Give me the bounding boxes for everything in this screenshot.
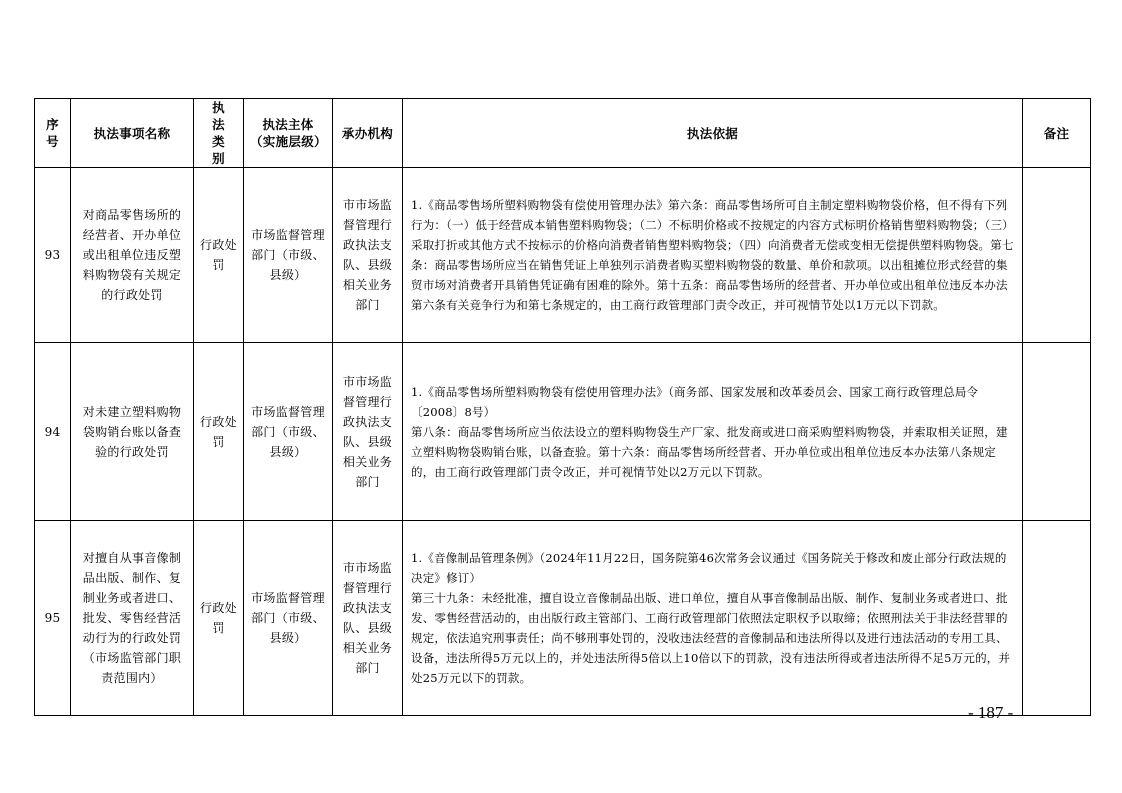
row-category: 行政处罚 — [194, 521, 244, 716]
row-category: 行政处罚 — [194, 343, 244, 521]
header-serial: 序号 — [35, 99, 71, 168]
row-organization: 市市场监督管理行政执法支队、县级相关业务部门 — [333, 521, 403, 716]
basis-paragraph: 1.《商品零售场所塑料购物袋有偿使用管理办法》第六条：商品零售场所可自主制定塑料购物袋价格，但不得有下列行为：（一）低于经营成本销售塑料购物袋；（二）不标明价格或不按规定的内容方式标明价格销售塑料购物袋；（三）采取打折或其他方式不按标示的价格向消费者销售塑料购物袋；（四）向消费者无偿或变相无偿提供塑料购物袋。第七条：商品零售场所应当在销售凭证上单独列示消费者购买塑料购物袋的数量、单价和款项。以出租摊位形式经营的集贸市场对消费者开具销售凭证确有困难的除外。第十五条：商品零售场所的经营者、开办单位或出租单位违反本办法第六条有关竞争行为和第七条规定的，由工商行政管理部门责令改正，并可视情节处以1万元以下罚款。 — [411, 198, 1014, 312]
row-organization: 市市场监督管理行政执法支队、县级相关业务部门 — [333, 168, 403, 343]
row-remark — [1023, 343, 1091, 521]
row-serial: 93 — [35, 168, 71, 343]
row-basis — [403, 521, 1023, 716]
row-organization: 市市场监督管理行政执法支队、县级相关业务部门 — [333, 343, 403, 521]
table-row — [35, 343, 1091, 521]
row-item-name: 对商品零售场所的经营者、开办单位或出租单位违反塑料购物袋有关规定的行政处罚 — [71, 168, 194, 343]
row-serial: 95 — [35, 521, 71, 716]
row-remark — [1023, 168, 1091, 343]
row-subject: 市场监督管理部门（市级、县级） — [244, 343, 333, 521]
row-item-name: 对未建立塑料购物袋购销台账以备查验的行政处罚 — [71, 343, 194, 521]
header-category: 执法类别 — [194, 99, 244, 168]
basis-paragraph: 1.《商品零售场所塑料购物袋有偿使用管理办法》（商务部、国家发展和改革委员会、国家工商行政管理总局令〔2008〕8号） — [411, 384, 979, 419]
enforcement-table — [34, 98, 1091, 716]
header-basis: 执法依据 — [403, 99, 1023, 168]
header-remark: 备注 — [1023, 99, 1091, 168]
table-row — [35, 168, 1091, 343]
basis-paragraph: 第三十九条：未经批准，擅自设立音像制品出版、进口单位，擅自从事音像制品出版、制作、复制业务或者进口、批发、零售经营活动的，由出版行政主管部门、工商行政管理部门依照法定职权予以取缔；依照刑法关于非法经营罪的规定，依法追究刑事责任；尚不够刑事处罚的，没收违法经营的音像制品和违法所得以及进行违法活动的专用工具、设备，违法所得5万元以上的，并处违法所得5倍以上10倍以下的罚款，没有违法所得或者违法所得不足5万元的，并处25万元以下的罚款。 — [411, 591, 1011, 685]
row-subject: 市场监督管理部门（市级、县级） — [244, 168, 333, 343]
row-item-name: 对擅自从事音像制品出版、制作、复制业务或者进口、批发、零售经营活动行为的行政处罚（市场监管部门职责范围内） — [71, 521, 194, 716]
row-basis — [403, 168, 1023, 343]
row-basis — [403, 343, 1023, 521]
basis-paragraph: 1.《音像制品管理条例》（2024年11月22日，国务院第46次常务会议通过《国务院关于修改和废止部分行政法规的决定》修订） — [411, 551, 1007, 585]
header-row — [35, 99, 1091, 168]
row-subject: 市场监督管理部门（市级、县级） — [244, 521, 333, 716]
table-row — [35, 521, 1091, 716]
row-remark — [1023, 521, 1091, 716]
header-item-name: 执法事项名称 — [71, 99, 194, 168]
row-serial: 94 — [35, 343, 71, 521]
row-category: 行政处罚 — [194, 168, 244, 343]
header-organization: 承办机构 — [333, 99, 403, 168]
basis-paragraph: 第八条：商品零售场所应当依法设立的塑料购物袋生产厂家、批发商或进口商采购塑料购物袋，并索取相关证照，建立塑料购物袋购销台账，以备查验。第十六条：商品零售场所经营者、开办单位或出租单位违反本办法第八条规定的，由工商行政管理部门责令改正，并可视情节处以2万元以下罚款。 — [411, 424, 1008, 479]
page-number: - 187 - — [968, 703, 1014, 722]
header-subject: 执法主体（实施层级） — [244, 99, 333, 168]
